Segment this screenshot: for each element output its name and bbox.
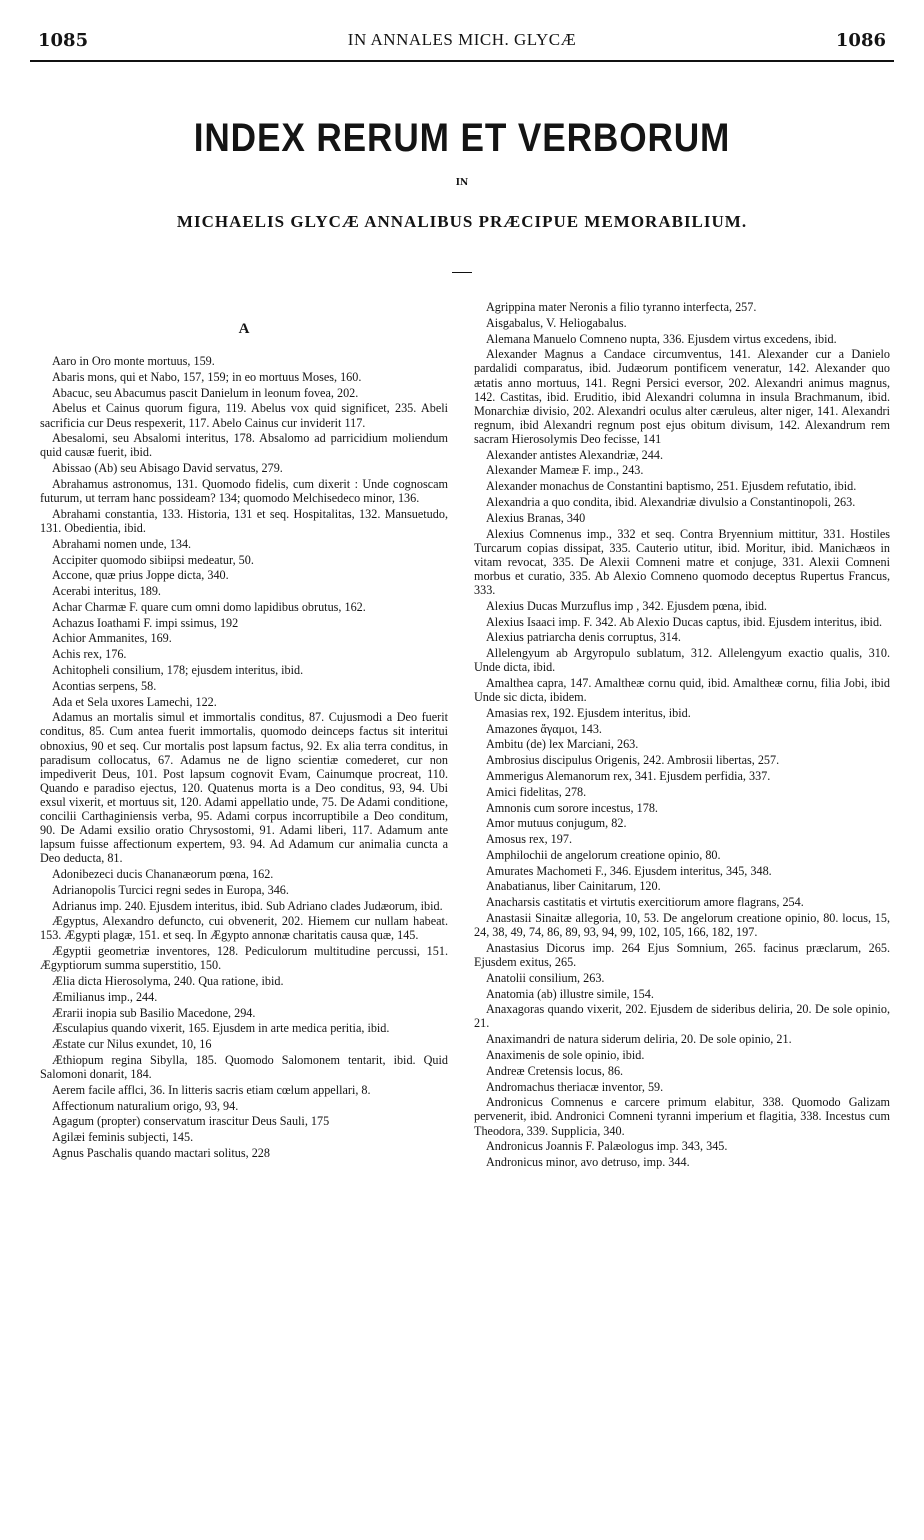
index-entry: Amalthea capra, 147. Amaltheæ cornu quid, ibid. Amaltheæ cornu, filia Jobi, ibid Unde sic dicta, ibidem. bbox=[474, 675, 890, 705]
index-entry: Accone, quæ prius Joppe dicta, 340. bbox=[52, 568, 229, 583]
index-entry: Amasias rex, 192. Ejusdem interitus, ibid. bbox=[486, 705, 691, 720]
index-entry: Ambitu (de) lex Marciani, 263. bbox=[486, 737, 639, 752]
index-entry: Andronicus Joannis F. Palæologus imp. 343, 345. bbox=[486, 1139, 728, 1154]
index-entry: Anatomia (ab) illustre simile, 154. bbox=[486, 986, 654, 1001]
running-title: IN ANNALES MICH. GLYCÆ bbox=[347, 30, 577, 49]
index-entry: Abissao (Ab) seu Abisago David servatus, 279. bbox=[52, 461, 283, 476]
index-entry: Alexius Isaaci imp. F. 342. Ab Alexio Ducas captus, ibid. Ejusdem interitus, ibid. bbox=[486, 614, 883, 629]
index-entry: Anastasius Dicorus imp. 264 Ejus Somnium, 265. facinus præclarum, 265. Ejusdem exitus, 265. bbox=[474, 940, 890, 969]
index-entry: Andromachus theriacæ inventor, 59. bbox=[486, 1079, 664, 1094]
index-entry: Alexius Branas, 340 bbox=[486, 510, 586, 525]
index-entry: Ælia dicta Hierosolyma, 240. Qua ratione, ibid. bbox=[52, 974, 284, 989]
index-entry: Alexandria a quo condita, ibid. Alexandriæ divulsio a Constantinopoli, 263. bbox=[486, 495, 856, 510]
index-entry: Achar Charmæ F. quare cum omni domo lapidibus obrutus, 162. bbox=[52, 599, 366, 614]
index-entry: Ærarii inopia sub Basilio Macedone, 294. bbox=[52, 1005, 256, 1020]
index-entry: Andronicus Comnenus e carcere primum elabitur, 338. Quomodo Galizam pervenerit, ibid. Andronici Comneni tyranni imperium et flagitia, 338. Incestus cum Theodora, 339. Supplicia, 340. bbox=[474, 1095, 890, 1138]
running-header bbox=[30, 30, 894, 58]
page-number-right: 1086 bbox=[835, 30, 886, 51]
right-entry-list bbox=[474, 300, 890, 1169]
index-entry: Abacuc, seu Abacumus pascit Danielum in leonum fovea, 202. bbox=[52, 385, 359, 400]
index-entry: Aerem facile afflci, 36. In litteris sacris etiam cœlum appellari, 8. bbox=[52, 1082, 371, 1097]
index-entry: Æthiopum regina Sibylla, 185. Quomodo Salomonem tentarit, ibid. Quid Salomoni donarit, 184. bbox=[40, 1053, 448, 1082]
index-entry: Agilæi feminis subjecti, 145. bbox=[52, 1130, 194, 1145]
index-entry: Agnus Paschalis quando mactari solitus, 228 bbox=[52, 1146, 270, 1161]
index-entry: Abrahami constantia, 133. Historia, 131 et seq. Hospitalitas, 132. Mansuetudo, 131. Obedientia, ibid. bbox=[40, 506, 448, 535]
index-entry: Abesalomi, seu Absalomi interitus, 178. Absalomo ad parricidium moliendum quid causæ fuerit, ibid. bbox=[40, 431, 448, 460]
index-entry: Andreæ Cretensis locus, 86. bbox=[486, 1063, 624, 1078]
index-entry: Anabatianus, liber Cainitarum, 120. bbox=[486, 879, 661, 894]
index-entry: Æstate cur Nilus exundet, 10, 16 bbox=[52, 1037, 212, 1052]
index-entry: Alemana Manuelo Comneno nupta, 336. Ejusdem virtus excedens, ibid. bbox=[486, 331, 837, 346]
index-entry: Achior Ammanites, 169. bbox=[52, 631, 172, 646]
index-entry: Alexander monachus de Constantini baptismo, 251. Ejusdem refutatio, ibid. bbox=[486, 479, 857, 494]
index-entry: Æmilianus imp., 244. bbox=[52, 989, 158, 1004]
index-entry: Achazus Ioathami F. impi ssimus, 192 bbox=[52, 615, 239, 630]
index-entry: Ammerigus Alemanorum rex, 341. Ejusdem perfidia, 337. bbox=[486, 768, 771, 783]
index-entry: Affectionum naturalium origo, 93, 94. bbox=[52, 1098, 239, 1113]
title-divider bbox=[452, 272, 472, 273]
page-subtitle: MICHAELIS GLYCÆ ANNALIBUS PRÆCIPUE MEMORABILIUM. bbox=[176, 212, 748, 231]
index-entry: Anaxagoras quando vixerit, 202. Ejusdem de sideribus deliria, 20. De sole opinio, 21. bbox=[474, 1002, 890, 1031]
page-title: INDEX RERUM ET VERBORUM bbox=[193, 116, 731, 160]
index-entry: Aisgabalus, V. Heliogabalus. bbox=[486, 315, 627, 330]
index-entry: Alexius Comnenus imp., 332 et seq. Contra Bryennium mittitur, 331. Hostiles Turcarum copias dissipat, 335. Cauterio utitur, ibid. Moritur, ibid. Manichæos in vitam revocat, 335. De Alexii Comneni matre et conjuge, 331. Alexii Comneni morbus et curatio, 335. Ab Alexio Comneno quomodo deceptus Rupertus Francus, 333. bbox=[474, 526, 890, 597]
header-rule bbox=[30, 60, 894, 62]
left-column bbox=[40, 300, 448, 1162]
title-connector: IN bbox=[455, 178, 469, 188]
index-entry: Adamus an mortalis simul et immortalis conditus, 87. Cujusmodi a Deo fuerit conditus, 85. Cum antea fuerit immortalis, quomodo deinceps factus sit interitui obnoxius, 90 et seq. Cur mortalis post lapsum factus, 92. Ex alia terra conditus, in paradisum collocatus, 67. Adamus ne de ligno scientiæ comederet, cur non impediverit Deus, 101. Post lapsum cognovit Evam, Cainumque procreat, 110. Quando e paradiso ejectus, 120. Quatenus morta is a Deo conditus, 93, 94. Ubi exsul vixerit, et mortuus sit, 120. Adami appellatio unde, 75. De Adami conditione, concilii Carthaginiensis verba, 95. Adami corpus incorruptibile a Deo conditum, 90. De Adami exsilio oratio Chrysostomi, 91. Adami liberi, 117. Adamum ante lapsum fuisse affectionum expertem, 93. 94. Ad Adamum cur animalia cuncta a Deo deducta, 81. bbox=[40, 710, 448, 866]
index-entry: Achis rex, 176. bbox=[52, 647, 127, 662]
left-entry-list bbox=[40, 354, 448, 1160]
index-entry: Abelus et Cainus quorum figura, 119. Abelus vox quid significet, 235. Abeli sacrificia cur Deus respexerit, 117. Abelo Cainus cur inviderit 117. bbox=[40, 401, 448, 430]
index-entry: Ambrosius discipulus Origenis, 242. Ambrosii libertas, 257. bbox=[486, 753, 780, 768]
index-entry: Adrianopolis Turcici regni sedes in Europa, 346. bbox=[52, 882, 289, 897]
index-entry: Adrianus imp. 240. Ejusdem interitus, ibid. Sub Adriano clades Judæorum, ibid. bbox=[52, 898, 443, 913]
index-entry: Æsculapius quando vixerit, 165. Ejusdem in arte medica peritia, ibid. bbox=[52, 1021, 390, 1036]
page-number-left: 1085 bbox=[38, 30, 89, 51]
index-entry: Alexius Ducas Murzuflus imp , 342. Ejusdem pœna, ibid. bbox=[486, 598, 767, 613]
index-entry: Acerabi interitus, 189. bbox=[52, 584, 161, 599]
section-letter: A bbox=[238, 321, 250, 337]
index-entry: Abrahami nomen unde, 134. bbox=[52, 536, 192, 551]
index-entry: Alexius patriarcha denis corruptus, 314. bbox=[486, 630, 681, 645]
index-entry: Alexander Magnus a Candace circumventus, 141. Alexander cur a Danielo pardalidi comparatus, ibid. Judæorum pontificem veneratur, 142. Alexander quo ætatis anno mortuus, 141. Regni Persici eversor, 202. Alexandri animus magnus, 142. Castitas, ibid. Eruditio, ibid Alexandri columna in insula Brachmanum, ibid. Monarchiæ divisio, 202. Alexandri oculus alter cæruleus, alter niger, 141. Alexandri regnum, ibid Alexandri regnum post ejus obitum divisum, 142. Alexandrum rem sacram Hierosolymis Deo fecisse, 141 bbox=[474, 347, 890, 446]
index-entry: Andronicus minor, avo detruso, imp. 344. bbox=[486, 1155, 690, 1170]
index-entry: Adonibezeci ducis Chananæorum pœna, 162. bbox=[52, 867, 274, 882]
index-entry: Accipiter quomodo sibiipsi medeatur, 50. bbox=[52, 552, 254, 567]
index-entry: Ægyptii geometriæ inventores, 128. Pediculorum multitudine percussi, 151. Ægyptiorum summa superstitio, 150. bbox=[40, 944, 448, 973]
index-entry: Anaximandri de natura siderum deliria, 20. De sole opinio, 21. bbox=[486, 1032, 792, 1047]
index-entry: Ægyptus, Alexandro defuncto, cui obvenerit, 202. Hiemem cur nullam habeat. 153. Ægypti plagæ, 151. et seq. In Ægypto annonæ charitatis causa quæ, 145. bbox=[40, 914, 448, 943]
index-entry: Anaximenis de sole opinio, ibid. bbox=[486, 1047, 645, 1062]
index-entry: Aaro in Oro monte mortuus, 159. bbox=[52, 354, 215, 369]
index-entry: Alexander antistes Alexandriæ, 244. bbox=[486, 447, 664, 462]
index-entry: Anastasii Sinaitæ allegoria, 10, 53. De angelorum creatione opinio, 80. locus, 15, 24, 38, 49, 74, 86, 89, 93, 94, 99, 102, 105, 166, 182, 197. bbox=[474, 911, 890, 940]
index-entry: Achitopheli consilium, 178; ejusdem interitus, ibid. bbox=[52, 662, 304, 677]
index-entry: Abaris mons, qui et Nabo, 157, 159; in eo mortuus Moses, 160. bbox=[52, 369, 362, 384]
index-entry: Amosus rex, 197. bbox=[486, 832, 572, 847]
index-entry: Anatolii consilium, 263. bbox=[486, 970, 605, 985]
index-entry: Alexander Mameæ F. imp., 243. bbox=[486, 463, 644, 478]
index-entry: Ada et Sela uxores Lamechi, 122. bbox=[52, 694, 217, 709]
index-entry: Amor mutuus conjugum, 82. bbox=[486, 816, 627, 831]
index-entry: Agagum (propter) conservatum irascitur Deus Sauli, 175 bbox=[52, 1114, 330, 1129]
index-entry: Acontias serpens, 58. bbox=[52, 678, 157, 693]
index-entry: Anacharsis castitatis et virtutis exercitiorum amore flagrans, 254. bbox=[486, 895, 804, 910]
index-entry: Amurates Machometi F., 346. Ejusdem interitus, 345, 348. bbox=[486, 863, 772, 878]
index-entry: Amazones ἄγαμοι, 143. bbox=[486, 721, 602, 736]
index-entry: Agrippina mater Neronis a filio tyranno interfecta, 257. bbox=[486, 300, 757, 314]
index-entry: Amphilochii de angelorum creatione opinio, 80. bbox=[486, 847, 721, 862]
index-entry: Allelengyum ab Argyropulo sublatum, 312. Allelengyum exactio qualis, 310. Unde dicta, ibid. bbox=[474, 646, 890, 675]
right-column bbox=[474, 300, 890, 1171]
index-entry: Amnonis cum sorore incestus, 178. bbox=[486, 800, 658, 815]
index-entry: Abrahamus astronomus, 131. Quomodo fidelis, cum dixerit : Unde cognoscam futurum, ut terram hanc possideam? 134; quomodo Melchisedeco minor, 136. bbox=[40, 476, 448, 506]
index-entry: Amici fidelitas, 278. bbox=[486, 784, 587, 799]
